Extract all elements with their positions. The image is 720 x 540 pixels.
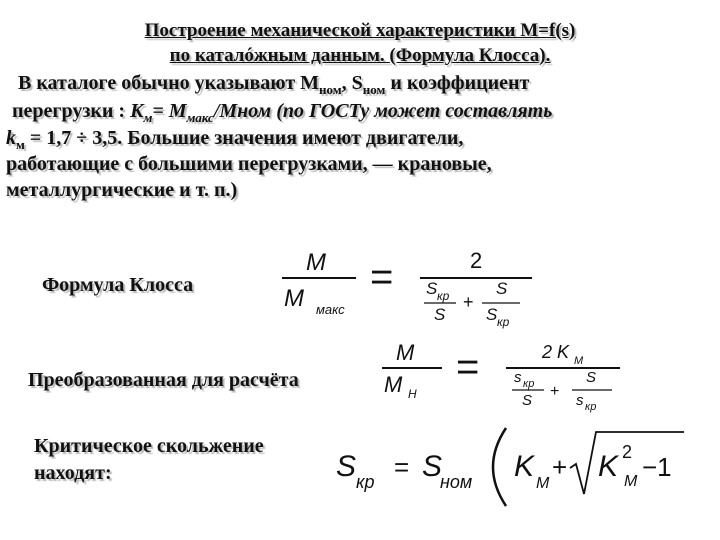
label-kloss: Формула Клосса xyxy=(42,274,194,296)
f1-term2-den-sub: кр xyxy=(497,315,510,329)
f1-term2-den: S xyxy=(486,305,498,324)
f3-s-sub: ном xyxy=(440,472,473,492)
transformed-formula xyxy=(376,338,656,418)
label-critical-1: Критическое скольжение xyxy=(34,435,264,457)
f3-k2-sup: 2 xyxy=(622,442,633,462)
f2-rhs-numerator: 2 K xyxy=(542,342,570,362)
title-line-2: по каталóжным данным. (Формула Клосса). xyxy=(169,45,551,66)
kloss-formula xyxy=(270,242,560,332)
f3-equals: = xyxy=(394,452,410,482)
f3-open-paren xyxy=(493,428,506,506)
title-line-1: Построение механической характеристики M=f(s) xyxy=(144,20,576,41)
f2-term1-num-sub: кр xyxy=(523,378,535,390)
f2-term1-den: S xyxy=(522,392,533,409)
critical-slip-formula xyxy=(330,422,690,512)
paragraph-line-4: работающие с большими перегрузками, — крановые, xyxy=(6,153,492,175)
f2-numerator: M xyxy=(396,340,415,365)
f1-term1-num: S xyxy=(426,279,438,298)
f1-term2-num: S xyxy=(496,279,508,298)
f1-term1-den: S xyxy=(434,305,446,324)
f3-k: K xyxy=(514,450,535,483)
f2-equals: = xyxy=(456,345,480,389)
f1-rhs-numerator: 2 xyxy=(470,248,483,273)
f2-term2-den: s xyxy=(576,392,584,409)
f3-plus: + xyxy=(552,452,568,482)
f2-term2-num: S xyxy=(586,369,597,386)
f2-denominator-sub: H xyxy=(408,387,417,401)
paragraph-line-3: $k_м = 1,7 \div 3,5$. Большие значения имеют двигатели, xyxy=(6,127,464,152)
paragraph-line-5: металлургические и т. п.) xyxy=(6,179,238,201)
label-transformed: Преобразованная для расчёта xyxy=(28,369,299,391)
f1-denominator: M xyxy=(284,285,304,312)
f2-rhs-numerator-sub: M xyxy=(574,355,584,367)
f2-denominator: M xyxy=(384,372,403,397)
f3-lhs-sub: кр xyxy=(356,472,375,492)
f1-plus: + xyxy=(463,292,474,312)
paragraph-line-1: В каталоге обычно указывают $M_{ном}$, $S_{ном}$ и коэффициент xyxy=(18,72,530,97)
f2-term2-den-sub: кр xyxy=(585,401,597,413)
f3-k-sub: M xyxy=(536,475,550,492)
f1-equals: = xyxy=(370,255,394,299)
label-critical-2: находят: xyxy=(34,462,112,484)
f3-s: S xyxy=(422,450,443,483)
f2-plus: + xyxy=(550,383,560,400)
f3-k2-sub: M xyxy=(624,473,638,490)
f3-k2: K xyxy=(598,450,619,483)
f1-term1-num-sub: кр xyxy=(437,289,450,303)
f3-lhs: S xyxy=(336,450,357,483)
f2-term1-num: s xyxy=(514,369,522,386)
f3-minus-one: −1 xyxy=(642,452,672,482)
paragraph-line-2: перегрузки : $K_м=$ $M_{макс}$/Mном (по ГОСТу может составлять xyxy=(12,100,553,125)
f1-numerator: M xyxy=(306,249,326,276)
f1-denominator-sub: макс xyxy=(316,302,345,317)
